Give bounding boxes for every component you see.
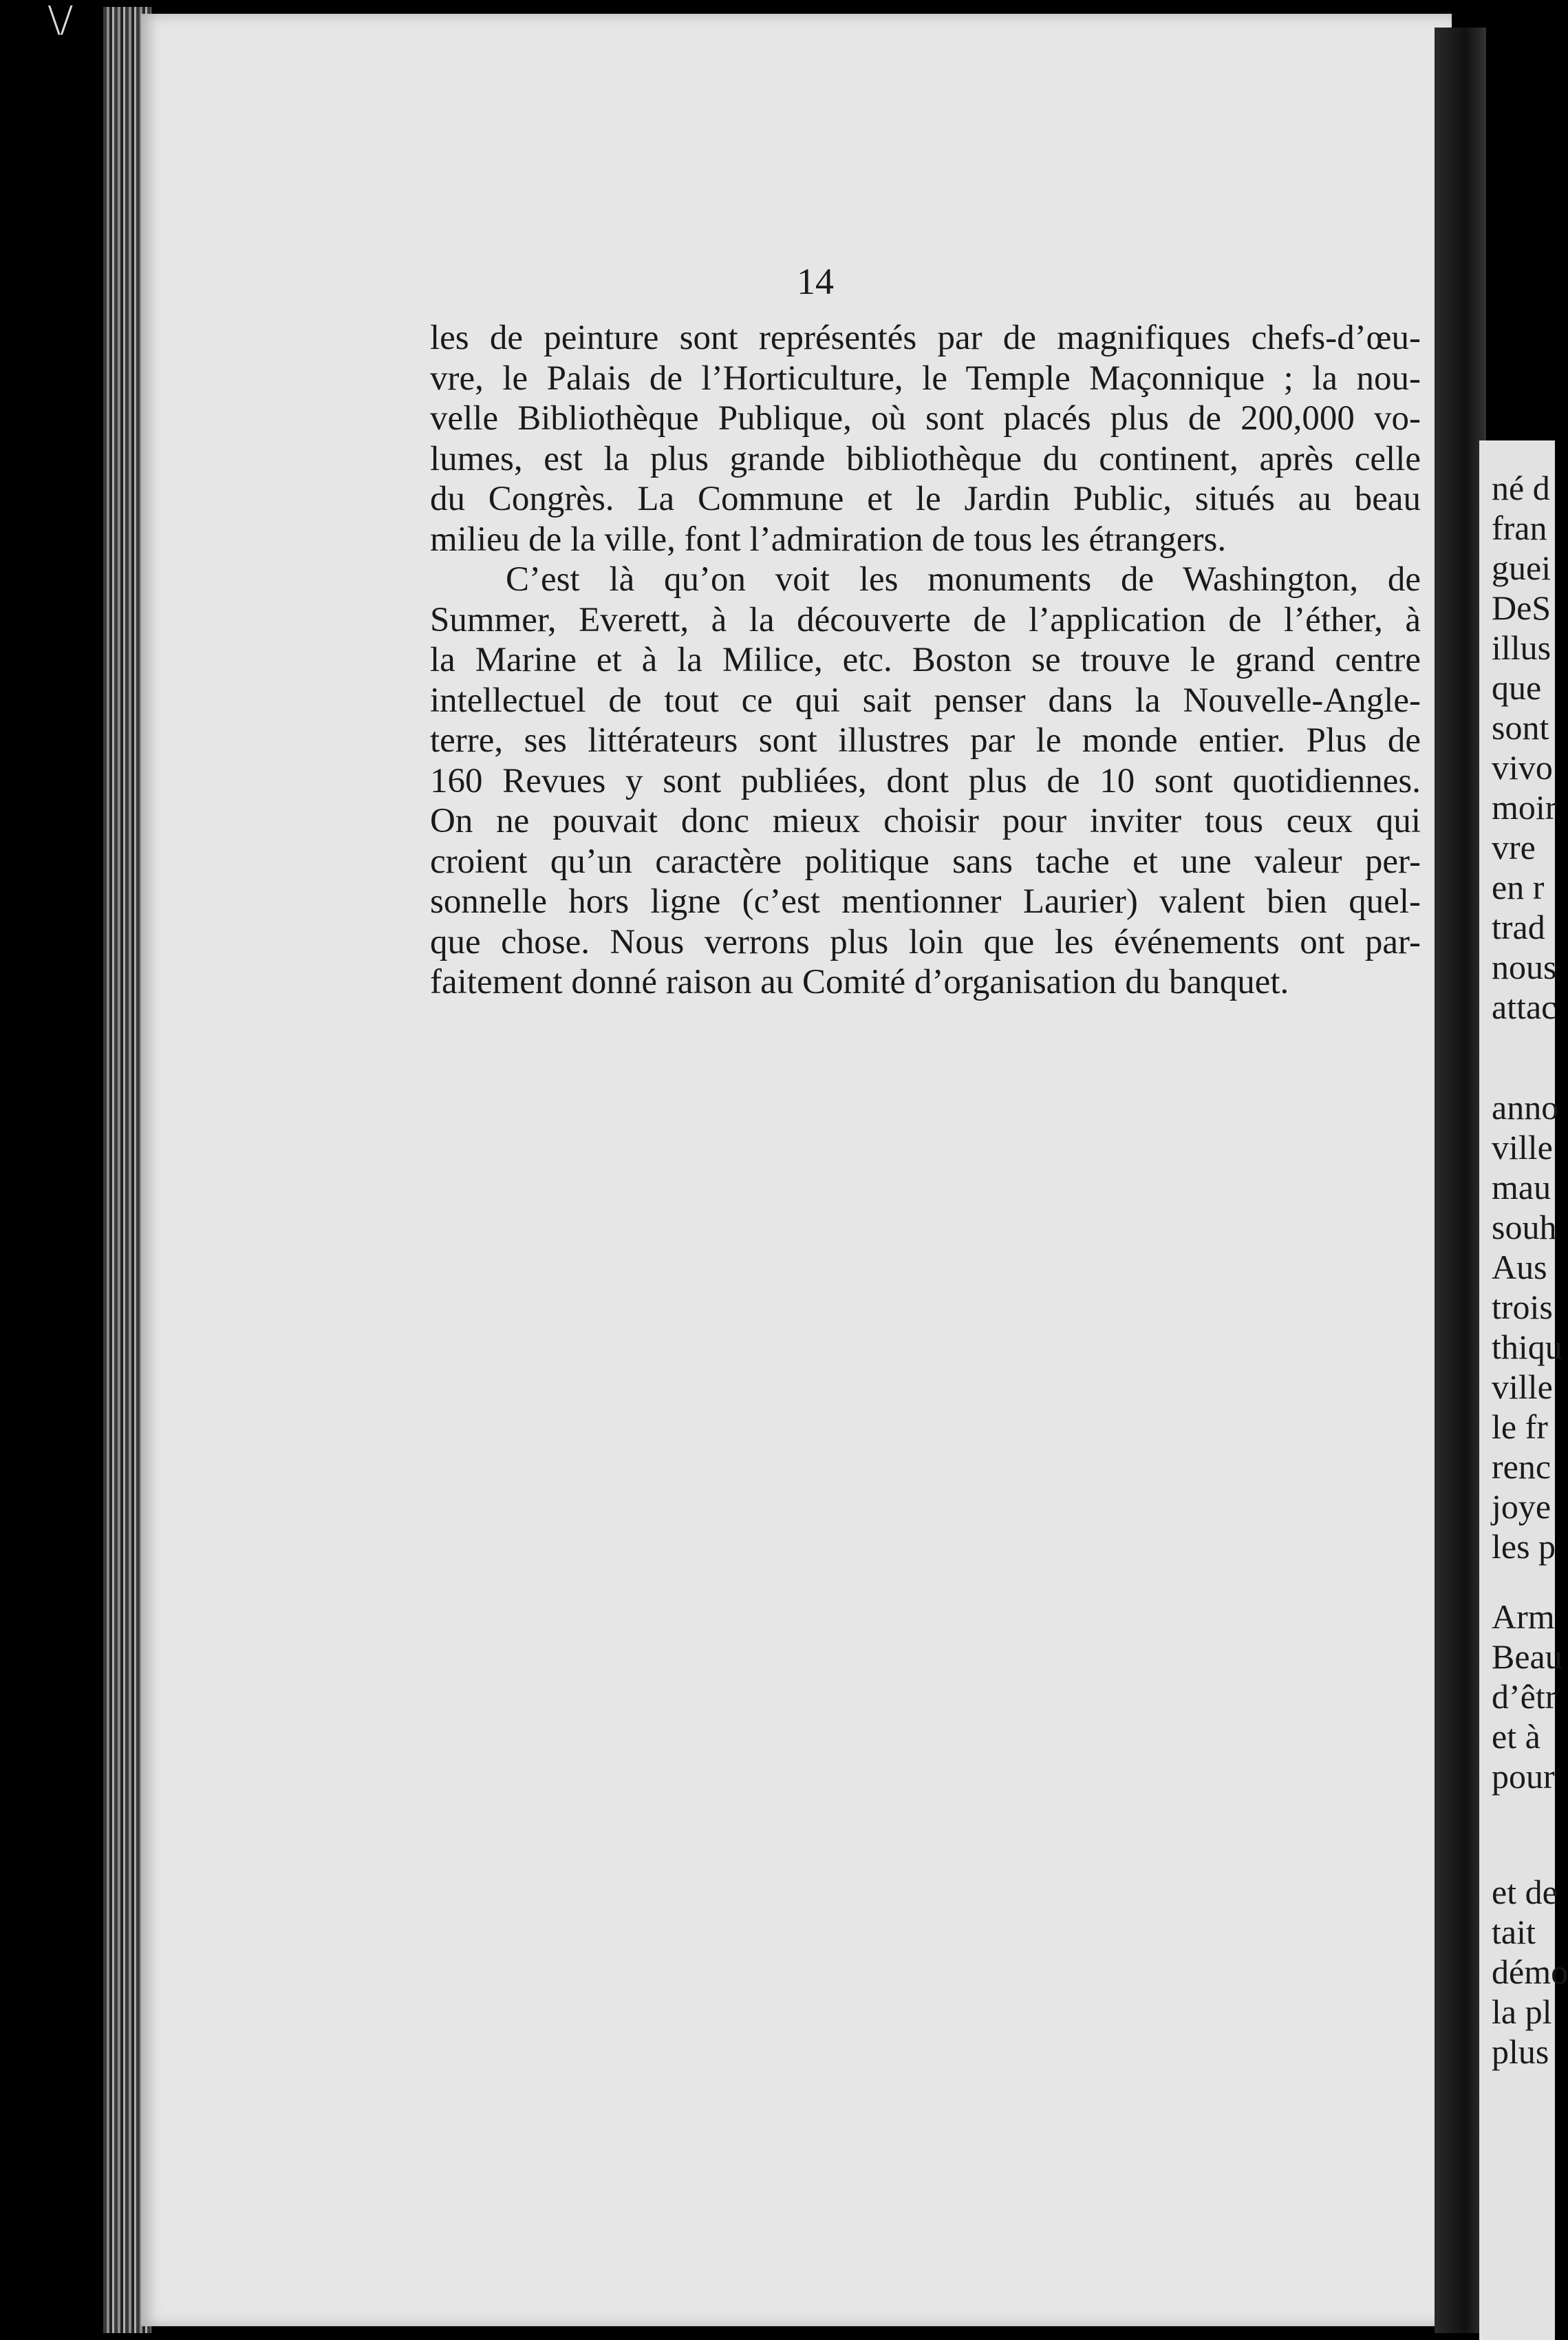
facing-page-line: Arm <box>1492 1597 1555 1636</box>
facing-page-line: sont <box>1492 708 1549 747</box>
facing-page-line: DeS <box>1492 588 1551 627</box>
page-number: 14 <box>797 261 834 302</box>
text-line: croient qu’un caractère politique sans tache et une valeur per- <box>430 842 1421 881</box>
facing-page-line: renc <box>1492 1447 1551 1486</box>
facing-page-line: mau <box>1492 1168 1551 1206</box>
text-line: intellectuel de tout ce qui sait penser dans la Nouvelle-Angle- <box>430 681 1421 720</box>
text-line: du Congrès. La Commune et le Jardin Public, situés au beau <box>430 480 1421 518</box>
corner-check-mark: \/ <box>48 0 73 44</box>
facing-page-line: le fr <box>1492 1407 1548 1446</box>
facing-page-line: et à <box>1492 1717 1540 1756</box>
book-binding-gutter <box>1435 28 1486 2333</box>
facing-page-line: que <box>1492 668 1542 707</box>
facing-page-line: trois <box>1492 1288 1553 1326</box>
facing-page-line: trad <box>1492 908 1545 946</box>
text-line: que chose. Nous verrons plus loin que les événements ont par- <box>430 922 1421 961</box>
facing-page-line: pour <box>1492 1757 1555 1796</box>
facing-page-line: moir <box>1492 788 1557 827</box>
text-line: terre, ses littérateurs sont illustres par le monde entier. Plus de <box>430 721 1421 760</box>
facing-page-line: attac <box>1492 988 1557 1026</box>
facing-page-line: plus <box>1492 2032 1549 2071</box>
facing-page-line: et de <box>1492 1873 1558 1911</box>
text-line: les de peinture sont représentés par de magnifiques chefs-d’œu- <box>430 319 1421 357</box>
facing-page-line: les p <box>1492 1527 1556 1566</box>
text-line: C’est là qu’on voit les monuments de Washington, de <box>506 560 1421 599</box>
facing-page-line: ville <box>1492 1128 1553 1167</box>
facing-page-line: anno <box>1492 1088 1559 1127</box>
text-line: 160 Revues y sont publiées, dont plus de 10 sont quotidiennes. <box>430 761 1421 800</box>
facing-page-line: Aus <box>1492 1248 1547 1286</box>
facing-page-line: tait <box>1492 1913 1536 1951</box>
facing-page-line: guei <box>1492 549 1551 587</box>
text-line: Summer, Everett, à la découverte de l’application de l’éther, à <box>430 600 1421 639</box>
facing-page-line: fran <box>1492 509 1547 547</box>
facing-page-line: la pl <box>1492 1992 1552 2031</box>
facing-page-line: Beau <box>1492 1637 1562 1676</box>
facing-page-line: vivo <box>1492 748 1553 787</box>
facing-page-line: ville <box>1492 1368 1553 1406</box>
facing-page-line: d’êtr <box>1492 1677 1557 1716</box>
text-line: sonnelle hors ligne (c’est mentionner Laurier) valent bien quel- <box>430 882 1421 921</box>
text-line: On ne pouvait donc mieux choisir pour inviter tous ceux qui <box>430 802 1421 840</box>
facing-page-line: vre <box>1492 828 1536 866</box>
text-line: faitement donné raison au Comité d’organisation du banquet. <box>430 963 1289 1001</box>
facing-page-line: en r <box>1492 868 1545 906</box>
facing-page-line: illus <box>1492 628 1551 667</box>
body-text <box>430 318 1421 1003</box>
facing-page-line: thiqu <box>1492 1328 1562 1366</box>
facing-page-fragment <box>1479 440 1568 2340</box>
facing-page-line: joye <box>1492 1487 1551 1526</box>
text-line: lumes, est la plus grande bibliothèque du continent, après celle <box>430 439 1421 478</box>
facing-page-line: né d <box>1492 469 1550 507</box>
text-line: velle Bibliothèque Publique, où sont placés plus de 200,000 vo- <box>430 399 1421 438</box>
text-line: la Marine et à la Milice, etc. Boston se trouve le grand centre <box>430 641 1421 679</box>
text-line: vre, le Palais de l’Horticulture, le Temple Maçonnique ; la nou- <box>430 359 1421 398</box>
text-line: milieu de la ville, font l’admiration de tous les étrangers. <box>430 520 1227 559</box>
facing-page-line: démo <box>1492 1953 1568 1991</box>
facing-page-line: nous <box>1492 948 1557 986</box>
facing-page-line: souh <box>1492 1208 1557 1246</box>
